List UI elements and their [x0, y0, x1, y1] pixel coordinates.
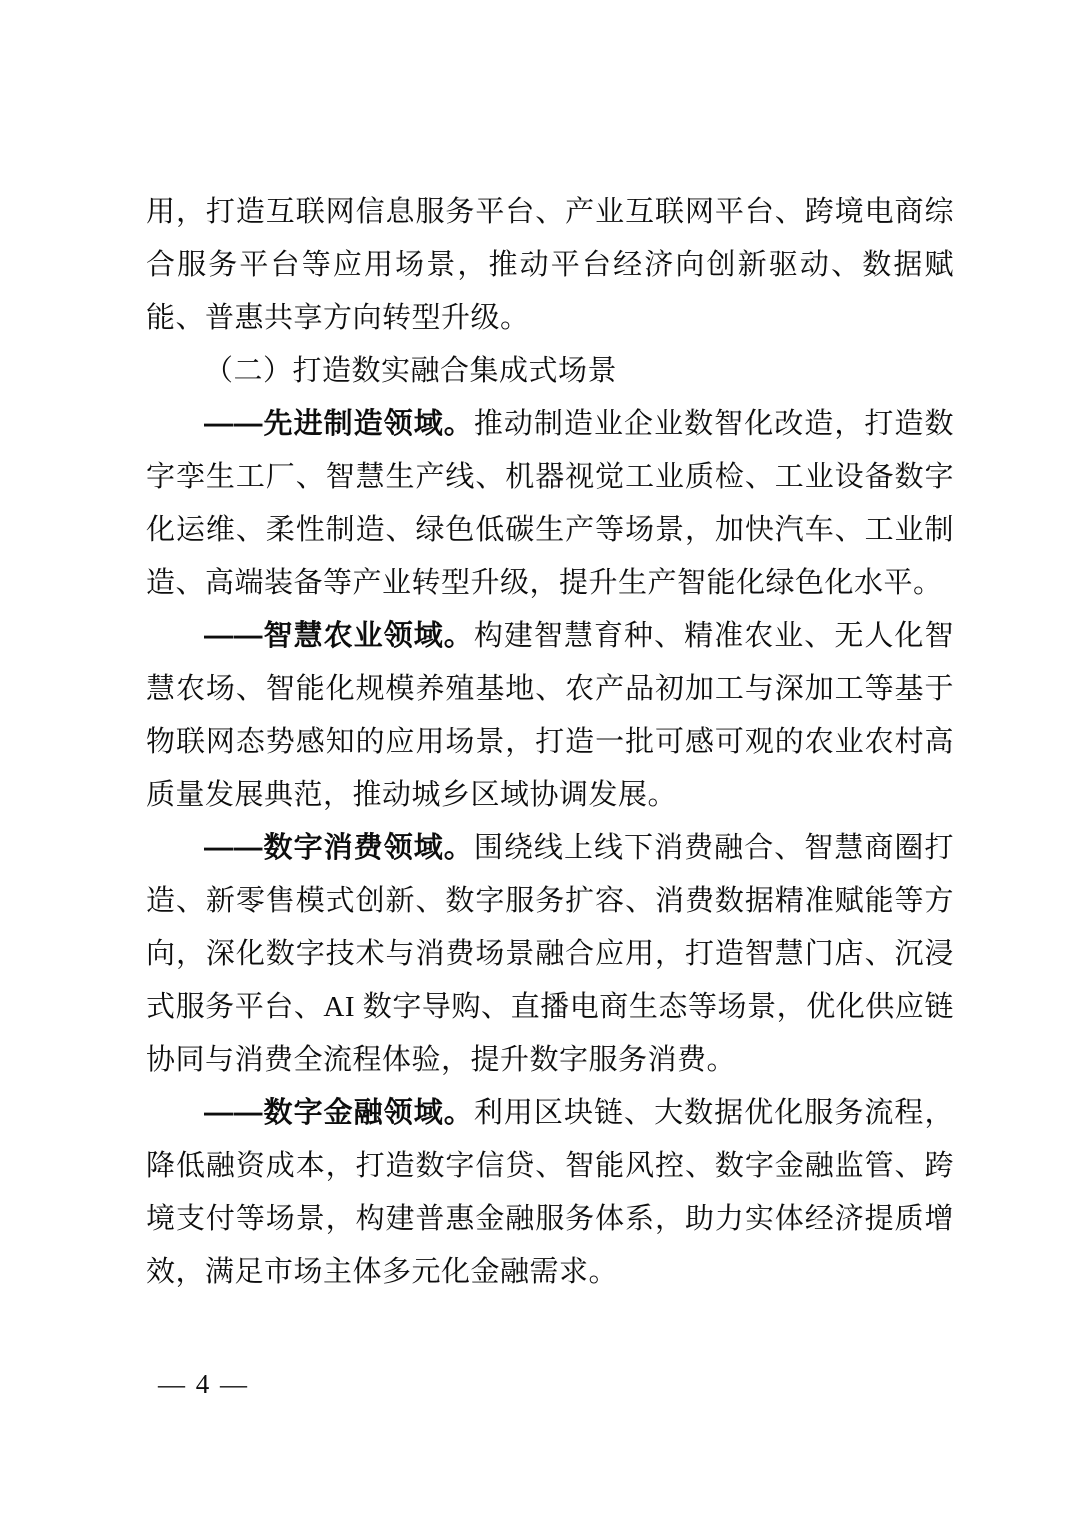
- paragraph-lead-smart-agriculture: ——智慧农业领域。: [204, 620, 474, 652]
- paragraph-lead-digital-finance: ——数字金融领域。: [204, 1097, 474, 1129]
- paragraph-lead-digital-consumption: ——数字消费领域。: [204, 832, 474, 864]
- paragraph-advanced-manufacturing: [146, 398, 954, 610]
- page-number: — 4 —: [158, 1369, 249, 1399]
- paragraph-text-digital-finance: 利用区块链、大数据优化服务流程，降低融资成本，打造数字信贷、智能风控、数字金融监管、跨境支付等场景，构建普惠金融服务体系，助力实体经济提质增效，满足市场主体多元化金融需求。: [146, 1097, 954, 1288]
- paragraph-smart-agriculture: [146, 610, 954, 822]
- paragraph-text-smart-agriculture: 构建智慧育种、精准农业、无人化智慧农场、智能化规模养殖基地、农产品初加工与深加工等基于物联网态势感知的应用场景，打造一批可感可观的农业农村高质量发展典范，推动城乡区域协调发展。: [146, 620, 954, 811]
- paragraph-digital-finance: [146, 1087, 954, 1299]
- paragraph-text-advanced-manufacturing: 推动制造业企业数智化改造，打造数字孪生工厂、智慧生产线、机器视觉工业质检、工业设备数字化运维、柔性制造、绿色低碳生产等场景，加快汽车、工业制造、高端装备等产业转型升级，提升生产智能化绿色化水平。: [146, 408, 954, 599]
- paragraph-text-digital-consumption: 围绕线上线下消费融合、智慧商圈打造、新零售模式创新、数字服务扩容、消费数据精准赋能等方向，深化数字技术与消费场景融合应用，打造智慧门店、沉浸式服务平台、AI 数字导购、直播电商生态等场景，优化供应链协同与消费全流程体验，提升数字服务消费。: [146, 832, 954, 1076]
- paragraph-platform-economy-continuation: 用，打造互联网信息服务平台、产业互联网平台、跨境电商综合服务平台等应用场景，推动平台经济向创新驱动、数据赋能、普惠共享方向转型升级。: [146, 196, 954, 334]
- paragraph-lead-advanced-manufacturing: ——先进制造领域。: [204, 408, 474, 440]
- page-content: [146, 186, 954, 1299]
- subsection-heading-integrated-scenarios: （二）打造数实融合集成式场景: [204, 355, 618, 387]
- paragraph-digital-consumption: [146, 822, 954, 1087]
